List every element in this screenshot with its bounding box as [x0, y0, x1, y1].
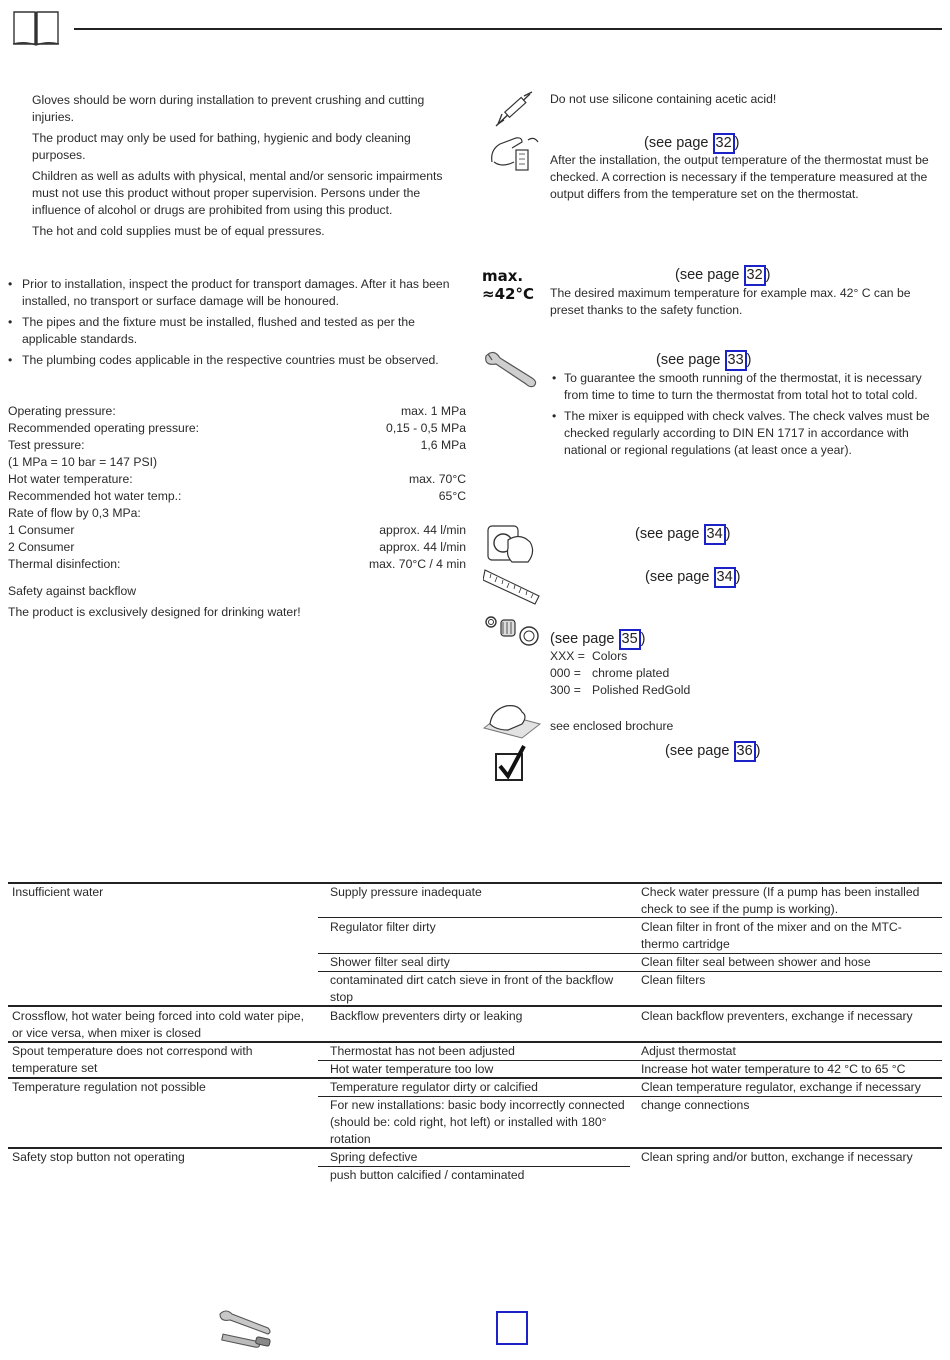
hand-knob-icon [486, 522, 536, 566]
page-link[interactable]: 32 [744, 265, 766, 286]
page-link[interactable]: 33 [725, 350, 747, 371]
page-link[interactable]: 32 [713, 133, 735, 154]
see-page-spare-parts: (see page 35 ) [550, 629, 646, 650]
page-link[interactable]: 35 [619, 629, 641, 650]
spec-row: Recommended operating pressure: 0,15 - 0,5 MPa [8, 421, 466, 435]
spec-row: Thermal disinfection: max. 70°C / 4 min [8, 557, 466, 571]
spec-row: Operating pressure: max. 1 MPa [8, 404, 466, 418]
drinking-water-note: The product is exclusively designed for drinking water! [8, 605, 301, 619]
safety-note: Children as well as adults with physical, mental and/or sensoric impairments must not use this product without proper supervision. Persons under the influence of alcohol or drugs are prohibited from using this product. [32, 169, 443, 217]
hand-thermometer-icon [486, 132, 540, 176]
silicone-gun-icon [490, 90, 536, 130]
header-rule [74, 28, 942, 30]
page-link[interactable]: 34 [714, 567, 736, 588]
silicone-note: Do not use silicone containing acetic acid! [550, 92, 777, 106]
spec-row: Test pressure: 1,6 MPa [8, 438, 466, 452]
list-item: • The mixer is equipped with check valves. The check valves must be checked regularly according to DIN EN 1717 in accordance with national or regional regulations (at least once a year). [552, 408, 932, 459]
safety-notes [32, 92, 450, 240]
remedy-cell: Clean filter in front of the mixer and on the MTC-thermo cartridge [641, 920, 902, 951]
fault-cell: Insufficient water [12, 885, 104, 899]
safety-note: Gloves should be worn during installation to prevent crushing and cutting injuries. [32, 93, 425, 124]
color-row: 000 = chrome plated [550, 666, 670, 680]
page-number-box [496, 1311, 528, 1345]
see-page-maintenance: (see page 33 ) [656, 350, 752, 371]
spec-row: (1 MPa = 10 bar = 147 PSI) [8, 455, 158, 469]
cause-cell: contaminated dirt catch sieve in front of the backflow stop [330, 973, 614, 1004]
cause-cell: Backflow preventers dirty or leaking [330, 1009, 523, 1023]
spec-row: Recommended hot water temp.: 65°C [8, 489, 466, 503]
page-link[interactable]: 36 [734, 741, 756, 762]
cause-cell: Temperature regulator dirty or calcified [330, 1080, 538, 1094]
cause-cell: For new installations: basic body incorrectly connected (should be: cold right, hot left) or installed with 180° rotation [330, 1098, 625, 1146]
adjust-text: After the installation, the output temperature of the thermostat must be checked. A correction is necessary if the temperature measured at the output differs from the temperature set on the thermostat. [550, 153, 929, 201]
wrench-icon [482, 350, 540, 390]
remedy-cell: Clean temperature regulator, exchange if necessary [641, 1080, 921, 1094]
color-codes [550, 648, 690, 699]
safety-note: The product may only be used for bathing, hygienic and body cleaning purposes. [32, 131, 411, 162]
cause-cell: Thermostat has not been adjusted [330, 1044, 515, 1058]
table-rule [318, 917, 942, 918]
fault-cell: Safety stop button not operating [12, 1150, 185, 1164]
remedy-cell: Check water pressure (If a pump has been installed check to see if the pump is working). [641, 885, 920, 916]
cause-cell: Hot water temperature too low [330, 1062, 494, 1076]
max-temp-label: ≈42°C [482, 285, 534, 303]
see-page-test: (see page 36 ) [665, 741, 761, 762]
spec-row: 1 Consumer approx. 44 l/min [8, 523, 466, 537]
list-item: • The pipes and the fixture must be installed, flushed and tested as per the applicable standards. [8, 314, 466, 348]
max-label: max. [482, 267, 524, 285]
spare-parts-icon [483, 612, 543, 648]
maintenance-bullets [552, 370, 932, 463]
spec-row: Hot water temperature: max. 70°C [8, 472, 466, 486]
ruler-icon [483, 566, 541, 608]
list-item: • Prior to installation, inspect the product for transport damages. After it has been installed, no transport or surface damage will be honoured. [8, 276, 466, 310]
manual-book-icon [12, 8, 60, 46]
see-page-operation: (see page 34 ) [635, 524, 731, 545]
remedy-cell: Increase hot water temperature to 42 °C to 65 °C [641, 1062, 906, 1076]
tools-icon [216, 1308, 274, 1348]
cause-cell: Shower filter seal dirty [330, 955, 450, 969]
color-row: 300 = Polished RedGold [550, 683, 691, 697]
remedy-cell: Clean filter seal between shower and hose [641, 955, 871, 969]
installation-bullets [8, 276, 466, 373]
spec-row: 2 Consumer approx. 44 l/min [8, 540, 466, 554]
see-page-dimensions: (see page 34 ) [645, 567, 741, 588]
fault-cell: Temperature regulation not possible [12, 1080, 206, 1094]
cause-cell: Supply pressure inadequate [330, 885, 482, 899]
see-page-limit: (see page 32 ) [675, 265, 771, 286]
cause-cell: Regulator filter dirty [330, 920, 436, 934]
remedy-cell: Clean backflow preventers, exchange if necessary [641, 1009, 913, 1023]
hand-cloth-icon [482, 702, 542, 740]
remedy-cell: Adjust thermostat [641, 1044, 736, 1058]
remedy-cell: change connections [641, 1098, 750, 1112]
backflow-label: Safety against backflow [8, 584, 137, 598]
limit-text: The desired maximum temperature for example max. 42° C can be preset thanks to the safety function. [550, 286, 911, 317]
see-page-adjust: (see page 32 ) [644, 133, 740, 154]
remedy-cell: Clean filters [641, 973, 706, 987]
cleaning-text: see enclosed brochure [550, 719, 674, 733]
list-item: • To guarantee the smooth running of the thermostat, it is necessary from time to time to turn the thermostat from total hot to total cold. [552, 370, 932, 404]
spec-row: Rate of flow by 0,3 MPa: [8, 506, 141, 520]
fault-cell: Crossflow, hot water being forced into cold water pipe, or vice versa, when mixer is closed [12, 1009, 304, 1040]
remedy-cell: Clean spring and/or button, exchange if necessary [641, 1150, 913, 1164]
fault-cell: Spout temperature does not correspond with temperature set [12, 1044, 253, 1075]
color-row: XXX = Colors [550, 649, 628, 663]
cause-cell: push button calcified / contaminated [330, 1168, 525, 1182]
page-link[interactable]: 34 [704, 524, 726, 545]
checkbox-icon [494, 744, 528, 784]
list-item: • The plumbing codes applicable in the respective countries must be observed. [8, 352, 466, 369]
cause-cell: Spring defective [330, 1150, 418, 1164]
safety-note: The hot and cold supplies must be of equal pressures. [32, 224, 325, 238]
table-rule [8, 1005, 942, 1007]
